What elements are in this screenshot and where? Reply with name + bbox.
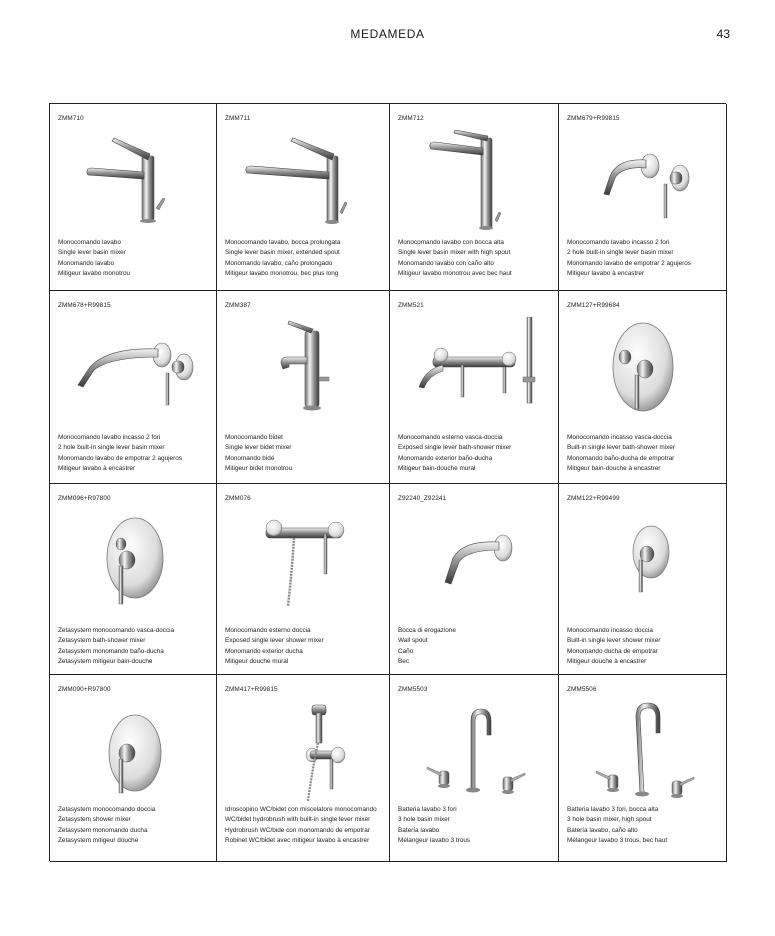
catalog-title: MEDAMEDA	[350, 27, 425, 41]
product-code: ZMM122+R99499	[567, 495, 620, 502]
product-code: ZMM679+R99815	[567, 115, 620, 122]
wall-basin-mixer-icon	[559, 130, 726, 234]
product-code: ZMM076	[225, 495, 251, 502]
page-number: 43	[716, 27, 730, 41]
product-code: ZMM127+R99684	[567, 302, 620, 309]
product-cell	[217, 675, 390, 862]
product-cell	[50, 484, 217, 675]
product-description: Monocomando lavabo Single lever basin mixer Monomando lavabo Mitigeur lavabo monotrou	[58, 239, 131, 278]
product-description: Monocomando esterno vasca-doccia Exposed single lever bath-shower mixer Monomando exterior baño-ducha Mitigeur bain-douche mural	[398, 434, 512, 473]
product-description: Batteria lavabo 3 fori, bocca alta 3 hole basin mixer, high spout Batería lavabo, caño alto Mélangeur lavabo 3 trous, bec haut	[567, 806, 668, 845]
product-description: Monocomando esterno doccia Exposed single lever shower mixer Monomando exterior ducha Mitigeur douche mural	[225, 627, 324, 666]
product-description: Monocomando bidet Single lever bidet mixer Monomando bidé Mitigeur bidet monotrou	[225, 434, 293, 473]
three-hole-basin-mixer-icon	[390, 701, 558, 805]
built-in-shower-mixer-icon	[559, 510, 726, 614]
product-code: ZMM5503	[398, 686, 428, 693]
product-description: Monocomando lavabo, bocca prolungata Single lever basin mixer, extended spout Monomando lavabo, caño prolongado Mitigeur lavabo monotrou, bec plus long	[225, 239, 341, 278]
product-grid	[49, 103, 726, 861]
product-cell	[390, 104, 559, 291]
zetasystem-shower-icon	[50, 701, 216, 805]
product-cell	[390, 291, 559, 484]
product-description: Monocomando lavabo incasso 2 fori 2 hole built-in single lever basin mixer Monomando lavabo de empotrar 2 agujeros Mitigeur lavabo à encastrer	[58, 434, 182, 473]
product-cell	[559, 291, 727, 484]
basin-mixer-high-spout-icon	[390, 130, 558, 234]
product-cell	[559, 675, 727, 862]
product-cell	[217, 104, 390, 291]
zetasystem-bath-shower-icon	[50, 510, 216, 614]
product-description: Monocomando lavabo con bocca alta Single lever basin mixer with high spout Monomando lavabo con caño alto Mitigeur lavabo monotrou avec bec haut	[398, 239, 512, 278]
product-cell	[559, 104, 727, 291]
product-code: ZMM387	[225, 302, 251, 309]
product-description: Monocomando incasso vasca-doccia Built-in single lever bath-shower mixer Monomando baño-ducha de empotrar Mitigeur bain-douche à encastrer	[567, 434, 675, 473]
product-description: Zetasystem monocomando vasca-doccia Zetasystem bath-shower mixer Zetasystem monomando baño-ducha Zetasystem mitigeur bain-douche	[58, 627, 175, 666]
hydrobrush-icon	[217, 701, 389, 805]
product-cell	[50, 675, 217, 862]
product-description: Monocomando incasso doccia Built-in single lever shower mixer Monomando ducha de empotrar Mitigeur douche à encastrer	[567, 627, 661, 666]
product-code: ZMM090+R97800	[58, 686, 111, 693]
exposed-shower-mixer-icon	[217, 510, 389, 614]
product-description: Batteria lavabo 3 fori 3 hole basin mixer Batería lavabo Mélangeur lavabo 3 trous	[398, 806, 471, 845]
product-cell	[50, 104, 217, 291]
product-code: ZMM521	[398, 302, 424, 309]
product-cell	[217, 484, 390, 675]
product-code: ZMM417+R99815	[225, 686, 278, 693]
bidet-mixer-icon	[217, 317, 389, 421]
wall-basin-mixer-long-icon	[50, 317, 216, 421]
product-code: ZMM712	[398, 115, 424, 122]
product-code: ZMM710	[58, 115, 84, 122]
product-cell	[559, 484, 727, 675]
product-cell	[390, 675, 559, 862]
product-code: ZMM678+R99815	[58, 302, 111, 309]
bath-shower-mixer-icon	[390, 317, 558, 421]
product-description: Bocca di erogazione Wall spout Caño Bec	[398, 627, 456, 666]
product-description: Idroscopino WC/bidet con miscelatore monocomando WC/bidet hydrobrush with built-in single lever mixer Hydrobrush WC/bide con monomando de empotrar Robinet WC/bidet avec mitigeur lavabo à encastrer	[225, 806, 377, 845]
product-description: Monocomando lavabo incasso 2 fori 2 hole built-in single lever basin mixer Monomando lavabo de empotrar 2 agujeros Mitigeur lavabo à encastrer	[567, 239, 691, 278]
product-code: ZMM711	[225, 115, 251, 122]
product-cell	[50, 291, 217, 484]
basin-mixer-icon	[50, 130, 216, 234]
product-code: ZMM5506	[567, 686, 597, 693]
product-description: Zetasystem monocomando doccia Zetasystem shower mixer Zetasystem monomando ducha Zetasystem mitigeur douche	[58, 806, 156, 845]
product-cell	[217, 291, 390, 484]
three-hole-basin-mixer-high-spout-icon	[559, 701, 726, 805]
basin-mixer-extended-spout-icon	[217, 130, 389, 234]
product-code: ZMM096+R97800	[58, 495, 111, 502]
product-cell	[390, 484, 559, 675]
product-code: Z92240_Z92241	[398, 495, 447, 502]
wall-spout-icon	[390, 510, 558, 614]
built-in-bath-shower-mixer-icon	[559, 317, 726, 421]
